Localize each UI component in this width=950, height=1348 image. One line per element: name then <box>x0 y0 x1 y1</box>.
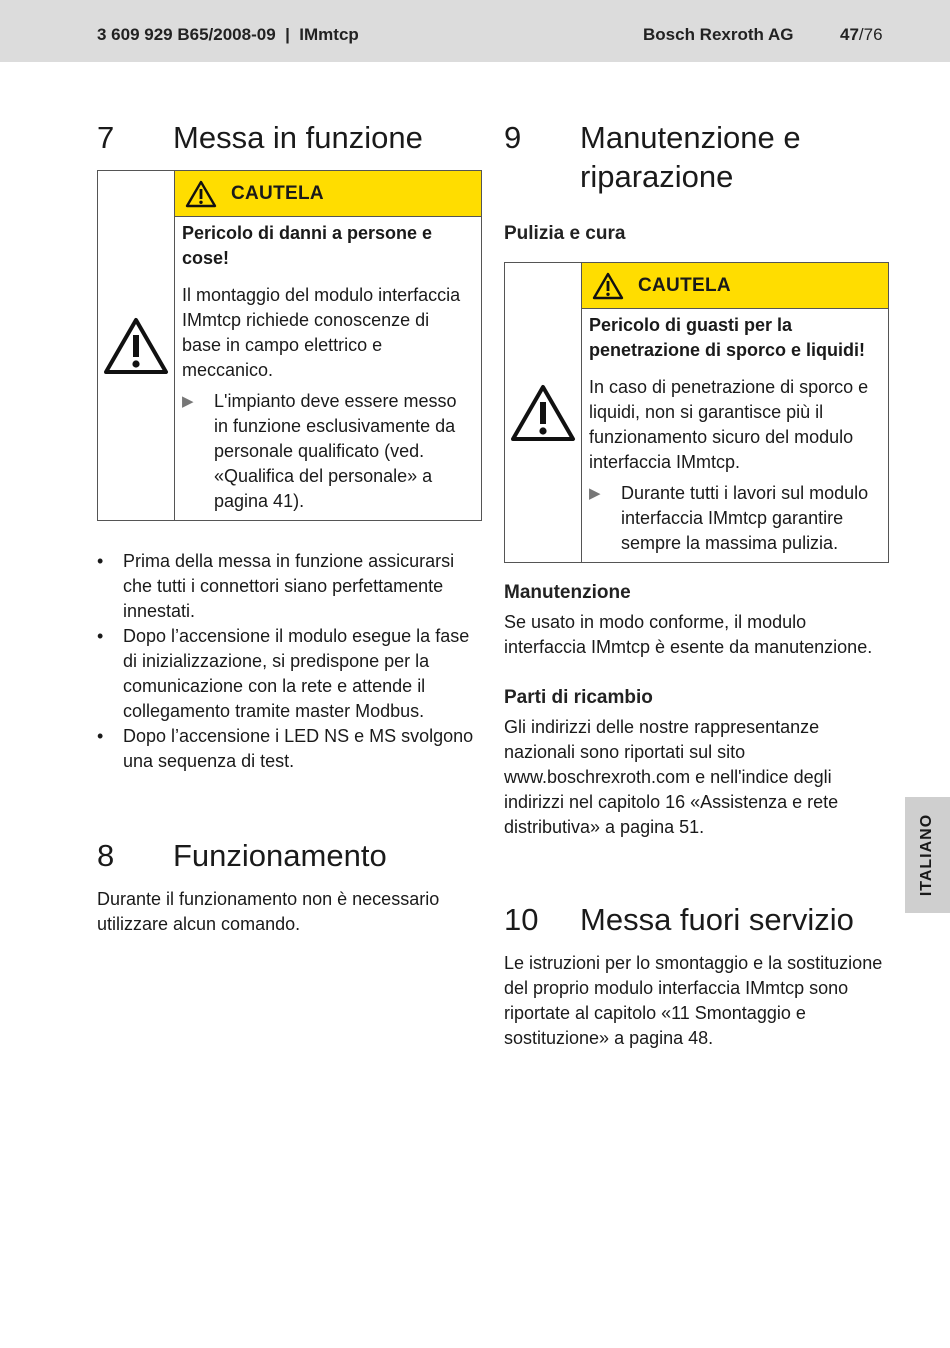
caution-content <box>582 263 888 562</box>
caution-signal-bar <box>175 171 481 217</box>
safety-step <box>589 481 880 556</box>
list-item: • Dopo l’accensione il modulo esegue la fase di inizializzazione, si predispone per la comunicazione con la rete e attende il collegamento tramite master Modbus. <box>97 624 482 724</box>
section-number: 9 <box>504 120 522 155</box>
document-reference: 3 609 929 B65/2008-09 | IMmtcp <box>97 25 359 44</box>
signal-word: CAUTELA <box>231 182 324 204</box>
danger-statement: Pericolo di guasti per la penetrazione di sporco e liquidi! <box>589 315 866 360</box>
step-text: Durante tutti i lavori sul modulo interfaccia IMmtcp garantire sempre la massima pulizia. <box>621 483 869 553</box>
warning-triangle-icon <box>592 272 624 300</box>
left-column <box>97 118 482 937</box>
page-total: /76 <box>858 25 883 44</box>
section-10-heading <box>504 900 889 939</box>
warning-triangle-icon <box>103 317 169 375</box>
warning-triangle-icon <box>185 180 217 208</box>
section-title: Messa in funzione <box>173 120 423 155</box>
spare-parts-text: Gli indirizzi delle nostre rappresentanze nazionali sono riportati sul sito www.boschrexroth.com e nell'indice degli indirizzi nel capitolo 16 «Assistenza e rete distributiva» a pagina 51. <box>504 717 839 837</box>
company-name: Bosch Rexroth AG <box>643 25 794 44</box>
list-item: • Prima della messa in funzione assicurarsi che tutti i connettori siano perfettamente innestati. <box>97 549 482 624</box>
section-9-heading <box>504 118 889 196</box>
cleaning-heading: Pulizia e cura <box>504 223 626 244</box>
step-arrow-icon: ▶ <box>182 393 194 410</box>
right-column <box>504 118 889 1051</box>
page-number <box>840 24 883 46</box>
step-arrow-icon: ▶ <box>589 485 601 502</box>
language-label: ITALIANO <box>918 813 936 897</box>
section-number: 7 <box>97 120 115 155</box>
decommissioning-text: Le istruzioni per lo smontaggio e la sostituzione del proprio modulo interfaccia IMmtcp sono riportate al capitolo «11 Smontaggio e sostituzione» a pagina 48. <box>504 953 883 1048</box>
maintenance-text: Se usato in modo conforme, il modulo interfaccia IMmtcp è esente da manutenzione. <box>504 612 873 657</box>
caution-icon-cell <box>505 263 582 562</box>
bullet-icon: • <box>97 626 104 646</box>
caution-text <box>582 309 888 562</box>
safety-step <box>182 389 473 514</box>
danger-description: In caso di penetrazione di sporco e liquidi, non si garantisce più il funzionamento sicuro del modulo interfaccia IMmtcp. <box>589 377 869 472</box>
caution-content <box>175 171 481 520</box>
section-title: Manutenzione e riparazione <box>580 120 801 194</box>
page-current: 47 <box>840 25 859 44</box>
caution-box <box>97 170 482 521</box>
spare-parts-heading: Parti di ricambio <box>504 687 653 708</box>
caution-icon-cell <box>98 171 175 520</box>
maintenance-heading: Manutenzione <box>504 582 631 603</box>
danger-statement: Pericolo di danni a persone e cose! <box>182 223 433 268</box>
caution-text <box>175 217 481 520</box>
language-tab <box>905 797 950 913</box>
section-title: Messa fuori servizio <box>580 902 854 937</box>
startup-bullet-list <box>97 549 482 774</box>
section-title: Funzionamento <box>173 838 387 873</box>
bullet-icon: • <box>97 726 104 746</box>
signal-word: CAUTELA <box>638 274 731 296</box>
section-number: 10 <box>504 902 539 937</box>
section-number: 8 <box>97 838 115 873</box>
operation-text: Durante il funzionamento non è necessario utilizzare alcun comando. <box>97 889 440 934</box>
section-8-heading <box>97 836 482 875</box>
page-header <box>0 0 950 62</box>
section-7-heading <box>97 118 482 157</box>
warning-triangle-icon <box>510 384 576 442</box>
bullet-icon: • <box>97 551 104 571</box>
caution-signal-bar <box>582 263 888 309</box>
danger-description: Il montaggio del modulo interfaccia IMmtcp richiede conoscenze di base in campo elettrico e meccanico. <box>182 285 461 380</box>
step-text: L'impianto deve essere messo in funzione esclusivamente da personale qualificato (ved. «Qualifica del personale» a pagina 41). <box>214 391 457 511</box>
caution-box <box>504 262 889 563</box>
list-item: • Dopo l’accensione i LED NS e MS svolgono una sequenza di test. <box>97 724 482 774</box>
